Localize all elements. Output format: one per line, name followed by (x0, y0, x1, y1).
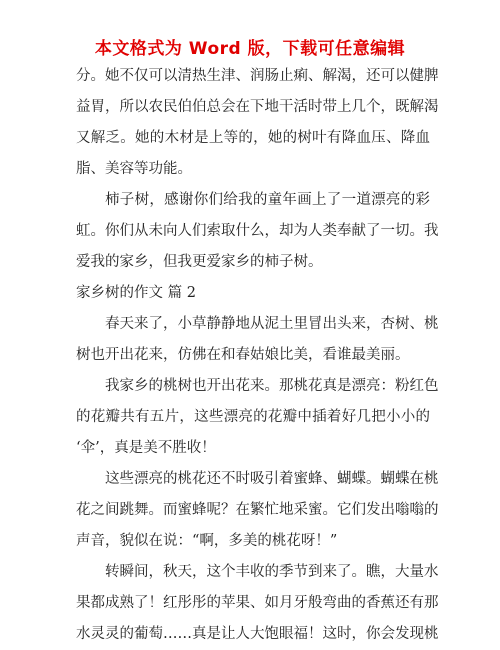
text-line: 益胃，所以农民伯伯总会在下地干活时带上几个，既解渴 (76, 99, 439, 115)
text-line: 这些漂亮的桃花还不时吸引着蜜蜂、蝴蝶。蝴蝶在桃 (105, 471, 439, 487)
section-heading: 家乡树的作文 篇 2 (76, 285, 196, 301)
text-line: 柿子树，感谢你们给我的童年画上了一道漂亮的彩 (105, 192, 430, 208)
text-line: 声音，貌似在说：“啊，多美的桃花呀！” (76, 533, 338, 549)
text-line: 树也开出花来，仿佛在和春姑娘比美，看谁最美丽。 (76, 347, 410, 363)
text-line: 爱我的家乡，但我更爱家乡的柿子树。 (76, 254, 323, 270)
text-line: 春天来了，小草静静地从泥土里冒出头来，杏树、桃 (105, 316, 439, 332)
text-line: ‘伞’，真是美不胜收！ (76, 440, 216, 456)
document-body (76, 61, 439, 650)
text-line: 脂、美容等功能。 (76, 161, 192, 177)
text-line: 分。她不仅可以清热生津、润肠止痢、解渴，还可以健脾 (76, 68, 439, 84)
text-line: 又解乏。她的木材是上等的，她的树叶有降血压、降血 (76, 130, 430, 146)
text-line: 虹。你们从未向人们索取什么，却为人类奉献了一切。我 (76, 223, 439, 239)
text-line: 水灵灵的葡萄……真是让人大饱眼福！这时，你会发现桃 (76, 626, 439, 642)
text-line: 我家乡的桃树也开出花来。那桃花真是漂亮：粉红色 (105, 378, 439, 394)
text-line: 花之间跳舞。而蜜蜂呢？在繁忙地采蜜。它们发出嗡嗡的 (76, 502, 439, 518)
text-line: 果都成熟了！红彤彤的苹果、如月牙般弯曲的香蕉还有那 (76, 595, 439, 611)
document-banner: 本文格式为 Word 版，下载可任意编辑 (94, 39, 406, 59)
text-line: 的花瓣共有五片，这些漂亮的花瓣中插着好几把小小的 (76, 409, 430, 425)
text-line: 转瞬间，秋天，这个丰收的季节到来了。瞧，大量水 (105, 564, 439, 580)
